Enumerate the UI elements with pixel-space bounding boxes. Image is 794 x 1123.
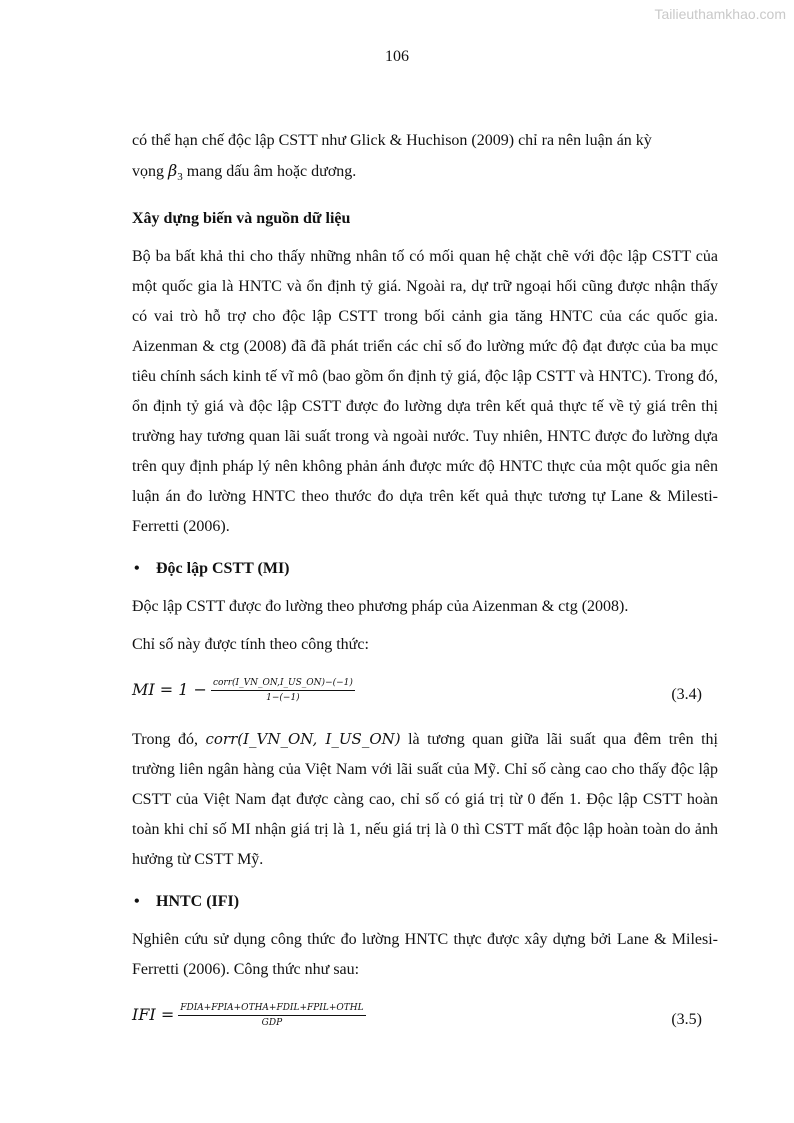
bullet-heading-mi-title: Độc lập CSTT (MI) xyxy=(156,560,290,577)
bullet-heading-ifi xyxy=(132,887,718,917)
formula-3-4 xyxy=(132,670,718,710)
formula-3-4-number: (3.4) xyxy=(671,686,702,703)
page-number: 106 xyxy=(385,48,409,65)
mi-formula-intro: Chỉ số này được tính theo công thức: xyxy=(132,636,369,653)
intro-line-1: có thể hạn chế độc lập CSTT như Glick & Huchison (2009) chỉ ra nên luận án kỳ xyxy=(132,132,652,149)
formula-3-5-lhs: IFI = xyxy=(132,1005,175,1024)
mi-explanation-start: Trong đó, xyxy=(132,731,206,748)
document-body xyxy=(132,126,718,1035)
mi-description: Độc lập CSTT được đo lường theo phương pháp của Aizenman & ctg (2008). xyxy=(132,598,629,615)
formula-3-5 xyxy=(132,995,718,1035)
intro-paragraph xyxy=(132,126,718,192)
formula-3-4-denominator: 1−(−1) xyxy=(266,692,300,703)
bullet-icon: • xyxy=(134,560,140,577)
section-heading: Xây dựng biến và nguồn dữ liệu xyxy=(132,210,351,227)
ifi-description: Nghiên cứu sử dụng công thức đo lường HNTC thực được xây dựng bởi Lane & Milesi-Ferretti (2006). Công thức như sau: xyxy=(132,931,718,978)
mi-explanation xyxy=(132,724,718,875)
formula-3-4-fraction xyxy=(211,677,355,704)
formula-3-5-number: (3.5) xyxy=(671,1011,702,1028)
paragraph-impossible-trinity: Bộ ba bất khả thi cho thấy những nhân tố có mối quan hệ chặt chẽ với độc lập CSTT của một quốc gia là HNTC và ổn định tỷ giá. Ngoài ra, dự trữ ngoại hối cũng được nhận thấy có vai trò hỗ trợ cho độc lập CSTT trong bối cảnh gia tăng HNTC của các quốc gia. Aizenman & ctg (2008) đã đã phát triển các chỉ số đo lường mức độ đạt được của ba mục tiêu chính sách kinh tế vĩ mô (bao gồm ổn định tỷ giá, độc lập CSTT và HNTC). Trong đó, ổn định tỷ giá và độc lập CSTT được đo lường dựa trên kết quả thực tế về tỷ giá trên thị trường hay tương quan lãi suất trong và ngoài nước. Tuy nhiên, HNTC được đo lường dựa trên quy định pháp lý nên không phản ánh được mức độ HNTC thực của một quốc gia nên luận án đo lường HNTC theo thước đo dựa trên kết quả thực tương tự Lane & Milesti-Ferretti (2006). xyxy=(132,248,718,535)
beta-symbol: β xyxy=(168,161,178,180)
bullet-icon: • xyxy=(134,893,140,910)
intro-line-2-end: mang dấu âm hoặc dương. xyxy=(182,163,357,180)
formula-3-5-fraction xyxy=(178,1002,365,1029)
mi-explanation-math: corr(I_VN_ON, I_US_ON) xyxy=(205,730,401,748)
beta-subscript: 3 xyxy=(177,171,183,183)
formula-3-4-lhs: MI = 1 − xyxy=(132,680,207,699)
intro-line-2-start: vọng xyxy=(132,163,168,180)
formula-3-4-numerator: corr(I_VN_ON,I_US_ON)−(−1) xyxy=(211,677,355,691)
formula-3-5-denominator: GDP xyxy=(261,1017,283,1028)
formula-3-5-numerator: FDIA+FPIA+OTHA+FDIL+FPIL+OTHL xyxy=(178,1002,365,1016)
bullet-heading-ifi-title: HNTC (IFI) xyxy=(156,893,240,910)
mi-explanation-rest: là tương quan giữa lãi suất qua đêm trên thị trường liên ngân hàng của Việt Nam với lãi suất của Mỹ. Chỉ số càng cao cho thấy độc lập CSTT của Việt Nam đạt được càng cao, chỉ số có giá trị từ 0 đến 1. Độc lập CSTT hoàn toàn khi chỉ số MI nhận giá trị là 1, nếu giá trị là 0 thì CSTT mất độc lập hoàn toàn do ảnh hưởng từ CSTT Mỹ. xyxy=(132,731,719,868)
watermark: Tailieuthamkhao.com xyxy=(654,6,786,22)
bullet-heading-mi xyxy=(132,554,718,584)
